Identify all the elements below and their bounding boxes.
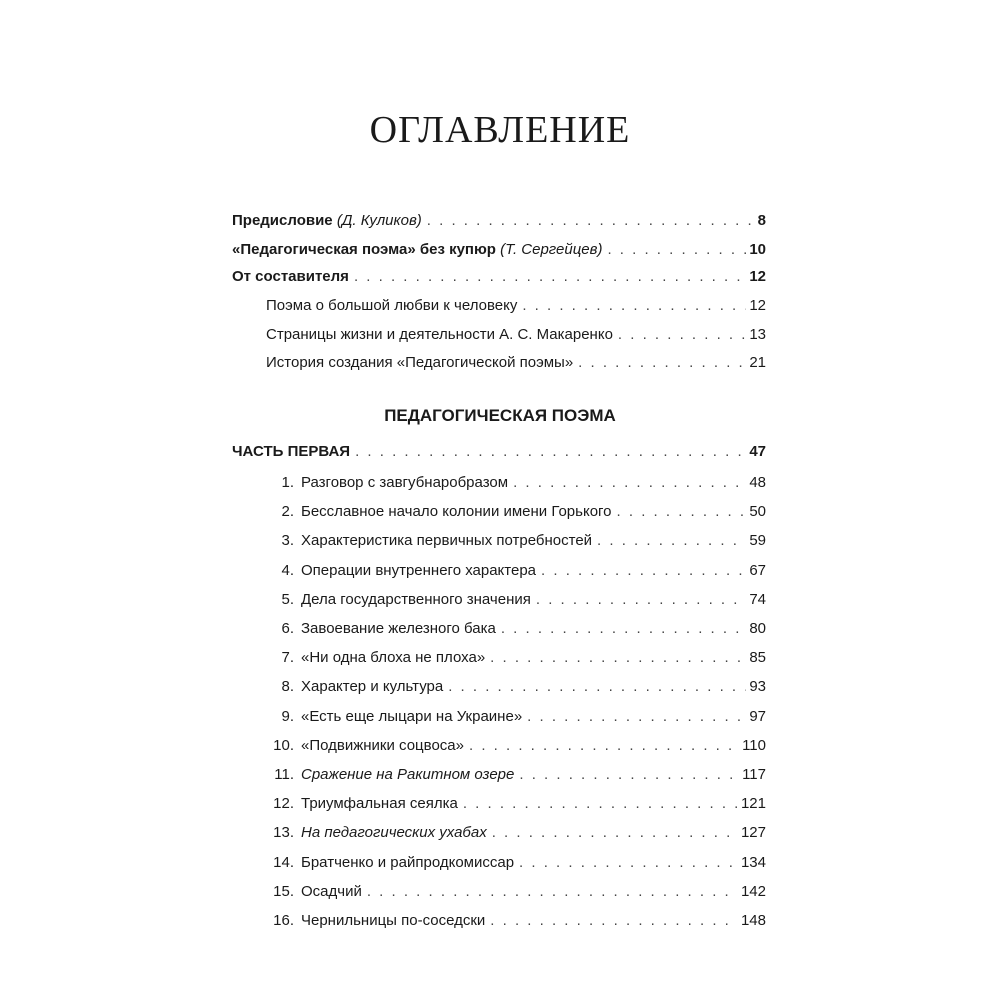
entry-title: Сражение на Ракитном озере (301, 766, 515, 783)
entry-title: История создания «Педагогической поэмы» (266, 354, 574, 371)
page-number: 110 (742, 736, 766, 754)
entry-title: На педагогических ухабах (301, 824, 487, 842)
dot-leader (354, 268, 746, 285)
toc-chapter-4[interactable] (266, 562, 766, 584)
dot-leader (536, 591, 746, 608)
entry-title: Чернильницы по-соседски (301, 912, 486, 929)
chapter-number: 8. (281, 678, 294, 696)
dot-leader (492, 824, 738, 841)
dot-leader (617, 503, 747, 520)
chapter-number: 6. (281, 620, 294, 637)
dot-leader (367, 883, 738, 900)
toc-chapter-13[interactable] (266, 824, 766, 846)
chapter-number: 14. (273, 853, 294, 871)
toc-chapter-6[interactable] (266, 620, 766, 642)
page-number: 48 (749, 474, 766, 491)
dot-leader (541, 562, 746, 579)
entry-title: Дела государственного значения (301, 590, 531, 608)
dot-leader (490, 912, 738, 929)
dot-leader (607, 241, 746, 258)
entry-title: Разговор с завгубнаробразом (301, 474, 509, 491)
page-number: 67 (749, 561, 766, 579)
toc-subentry[interactable] (266, 354, 766, 376)
page-number: 12 (749, 268, 766, 285)
toc-chapter-2[interactable] (266, 503, 766, 525)
page-number: 10 (749, 241, 766, 258)
chapter-number: 7. (281, 649, 294, 667)
page-number: 134 (740, 853, 766, 871)
chapter-number: 10. (273, 736, 294, 754)
toc-chapter-15[interactable] (266, 883, 766, 905)
entry-title: Бесславное начало колонии имени Горького (301, 503, 612, 521)
toc-chapter-8[interactable] (266, 678, 766, 700)
dot-leader (501, 620, 746, 637)
entry-title: Операции внутреннего характера (301, 561, 537, 579)
page-title: ОГЛАВЛЕНИЕ (369, 109, 631, 151)
dot-leader (597, 532, 746, 549)
chapter-number: 4. (281, 561, 294, 579)
page-number: 97 (749, 707, 766, 725)
entry-title: Предисловие (Д. Куликов) (232, 212, 422, 229)
dot-leader (469, 737, 739, 754)
entry-title: Характер и культура (301, 678, 444, 696)
entry-title: От составителя (232, 268, 349, 285)
page-number: 21 (749, 354, 766, 371)
entry-title: «Есть еще лыцари на Украине» (301, 707, 523, 725)
section-title: ПЕДАГОГИЧЕСКАЯ ПОЭМА (384, 406, 616, 425)
page-number: 50 (749, 503, 766, 521)
entry-title: Осадчий (301, 882, 362, 900)
page-number: 74 (749, 590, 766, 608)
chapter-number: 3. (281, 532, 294, 550)
toc-chapter-14[interactable] (266, 854, 766, 876)
chapter-number: 13. (273, 824, 294, 842)
entry-title: Характеристика первичных потребностей (301, 532, 593, 550)
page-number: 117 (742, 766, 766, 783)
entry-title: Поэма о большой любви к человеку (266, 297, 518, 314)
dot-leader (618, 326, 746, 343)
entry-title: Братченко и райпродкомиссар (301, 853, 515, 871)
dot-leader (519, 766, 739, 783)
page-number: 127 (740, 824, 766, 842)
page-number: 12 (749, 297, 766, 314)
page-number: 13 (749, 326, 766, 343)
chapter-number: 16. (273, 912, 294, 929)
dot-leader (427, 212, 755, 229)
toc-chapter-1[interactable] (266, 474, 766, 496)
page-number: 8 (757, 212, 766, 229)
entry-title: «Педагогическая поэма» без купюр (Т. Сергейцев) (232, 241, 603, 258)
dot-leader (490, 649, 746, 666)
dot-leader (522, 297, 746, 314)
page-number: 85 (749, 649, 766, 667)
toc-chapter-12[interactable] (266, 795, 766, 817)
toc-chapter-11[interactable] (266, 766, 766, 788)
toc-chapter-9[interactable] (266, 708, 766, 730)
toc-chapter-3[interactable] (266, 532, 766, 554)
chapter-number: 11. (274, 766, 294, 783)
chapter-number: 5. (281, 590, 294, 608)
page-number: 80 (749, 620, 766, 637)
dot-leader (519, 854, 738, 871)
entry-title: «Ни одна блоха не плоха» (301, 649, 486, 667)
toc-entry-preface[interactable] (232, 212, 766, 234)
page-number: 148 (740, 912, 766, 929)
entry-title: Завоевание железного бака (301, 620, 496, 637)
toc-subentry[interactable] (266, 326, 766, 348)
chapter-number: 2. (281, 503, 294, 521)
toc-entry-no-cuts[interactable] (232, 241, 766, 263)
entry-title: «Подвижники соцвоса» (301, 736, 464, 754)
toc-subentry[interactable] (266, 297, 766, 319)
toc-chapter-16[interactable] (266, 912, 766, 934)
toc-chapter-7[interactable] (266, 649, 766, 671)
entry-title: Триумфальная сеялка (301, 795, 458, 813)
entry-title: ЧАСТЬ ПЕРВАЯ (232, 443, 351, 460)
toc-chapter-10[interactable] (266, 737, 766, 759)
dot-leader (578, 354, 746, 371)
chapter-number: 15. (273, 882, 294, 900)
page-number: 121 (740, 795, 766, 813)
dot-leader (463, 795, 738, 812)
page-number: 93 (749, 678, 766, 696)
dot-leader (527, 708, 746, 725)
page-number: 59 (749, 532, 766, 550)
chapter-number: 9. (281, 707, 294, 725)
chapter-number: 1. (281, 474, 294, 491)
page-number: 142 (740, 882, 766, 900)
chapter-number: 12. (273, 795, 294, 813)
dot-leader (448, 678, 746, 695)
toc-entry-compiler[interactable] (232, 268, 766, 290)
toc-entry-part-one[interactable] (232, 443, 766, 465)
page-number: 47 (749, 443, 766, 460)
toc-chapter-5[interactable] (266, 591, 766, 613)
dot-leader (355, 443, 746, 460)
dot-leader (513, 474, 746, 491)
entry-title: Страницы жизни и деятельности А. С. Макаренко (266, 326, 613, 343)
